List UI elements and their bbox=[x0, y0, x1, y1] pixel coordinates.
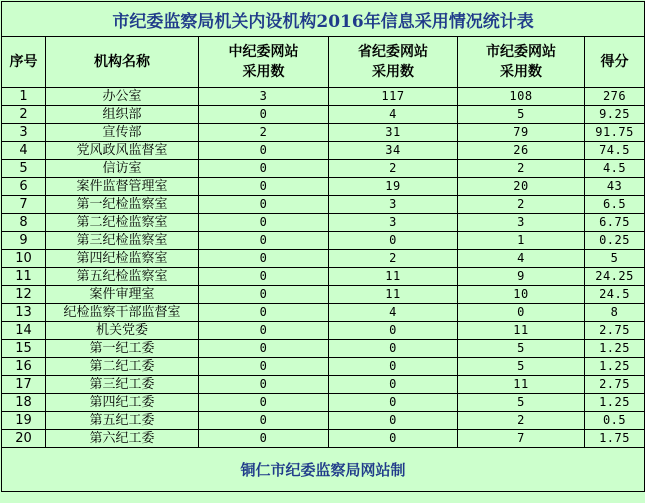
cell-city: 10 bbox=[458, 286, 585, 304]
cell-city: 5 bbox=[458, 358, 585, 376]
cell-central: 0 bbox=[199, 412, 329, 430]
table-row bbox=[2, 412, 645, 430]
cell-score: 0.5 bbox=[585, 412, 645, 430]
table-row bbox=[2, 124, 645, 142]
cell-provincial: 19 bbox=[329, 178, 458, 196]
cell-name: 第四纪检监察室 bbox=[46, 250, 199, 268]
table-row bbox=[2, 178, 645, 196]
cell-central: 0 bbox=[199, 268, 329, 286]
cell-provincial: 4 bbox=[329, 106, 458, 124]
cell-name: 第三纪检监察室 bbox=[46, 232, 199, 250]
cell-provincial: 0 bbox=[329, 232, 458, 250]
cell-name: 第五纪工委 bbox=[46, 412, 199, 430]
cell-name: 第六纪工委 bbox=[46, 430, 199, 448]
cell-central: 0 bbox=[199, 178, 329, 196]
cell-provincial: 11 bbox=[329, 268, 458, 286]
cell-central: 0 bbox=[199, 196, 329, 214]
cell-provincial: 3 bbox=[329, 196, 458, 214]
cell-provincial: 0 bbox=[329, 430, 458, 448]
cell-seq: 2 bbox=[2, 106, 46, 124]
cell-name: 办公室 bbox=[46, 88, 199, 106]
cell-score: 6.5 bbox=[585, 196, 645, 214]
cell-provincial: 0 bbox=[329, 394, 458, 412]
table-row bbox=[2, 394, 645, 412]
cell-city: 108 bbox=[458, 88, 585, 106]
cell-provincial: 2 bbox=[329, 160, 458, 178]
cell-provincial: 3 bbox=[329, 214, 458, 232]
cell-seq: 17 bbox=[2, 376, 46, 394]
cell-central: 0 bbox=[199, 214, 329, 232]
cell-central: 0 bbox=[199, 304, 329, 322]
cell-score: 24.5 bbox=[585, 286, 645, 304]
cell-central: 2 bbox=[199, 124, 329, 142]
cell-score: 9.25 bbox=[585, 106, 645, 124]
cell-provincial: 34 bbox=[329, 142, 458, 160]
cell-seq: 4 bbox=[2, 142, 46, 160]
table-row bbox=[2, 322, 645, 340]
cell-seq: 13 bbox=[2, 304, 46, 322]
cell-score: 24.25 bbox=[585, 268, 645, 286]
cell-provincial: 0 bbox=[329, 412, 458, 430]
table-row bbox=[2, 376, 645, 394]
cell-name: 机关党委 bbox=[46, 322, 199, 340]
cell-score: 1.25 bbox=[585, 340, 645, 358]
header-central-label: 中纪委网站 采用数 bbox=[228, 44, 299, 80]
table-footer: 铜仁市纪委监察局网站制 bbox=[2, 448, 645, 492]
cell-city: 79 bbox=[458, 124, 585, 142]
table-row bbox=[2, 286, 645, 304]
header-name: 机构名称 bbox=[46, 37, 199, 88]
cell-score: 2.75 bbox=[585, 376, 645, 394]
cell-city: 1 bbox=[458, 232, 585, 250]
cell-seq: 20 bbox=[2, 430, 46, 448]
cell-central: 0 bbox=[199, 286, 329, 304]
cell-name: 第三纪工委 bbox=[46, 376, 199, 394]
cell-city: 26 bbox=[458, 142, 585, 160]
table-body bbox=[2, 88, 645, 448]
cell-name: 案件审理室 bbox=[46, 286, 199, 304]
cell-name: 案件监督管理室 bbox=[46, 178, 199, 196]
cell-seq: 18 bbox=[2, 394, 46, 412]
header-central bbox=[199, 37, 329, 88]
cell-city: 9 bbox=[458, 268, 585, 286]
cell-score: 1.25 bbox=[585, 394, 645, 412]
cell-name: 第五纪检监察室 bbox=[46, 268, 199, 286]
header-city bbox=[458, 37, 585, 88]
cell-central: 0 bbox=[199, 142, 329, 160]
cell-central: 0 bbox=[199, 430, 329, 448]
table-row bbox=[2, 142, 645, 160]
cell-name: 第一纪工委 bbox=[46, 340, 199, 358]
cell-seq: 16 bbox=[2, 358, 46, 376]
cell-score: 5 bbox=[585, 250, 645, 268]
cell-seq: 9 bbox=[2, 232, 46, 250]
table-row bbox=[2, 358, 645, 376]
cell-central: 0 bbox=[199, 340, 329, 358]
cell-provincial: 117 bbox=[329, 88, 458, 106]
cell-central: 0 bbox=[199, 394, 329, 412]
header-score: 得分 bbox=[585, 37, 645, 88]
cell-city: 2 bbox=[458, 160, 585, 178]
cell-name: 第二纪工委 bbox=[46, 358, 199, 376]
cell-city: 2 bbox=[458, 412, 585, 430]
cell-central: 0 bbox=[199, 160, 329, 178]
cell-score: 8 bbox=[585, 304, 645, 322]
cell-provincial: 31 bbox=[329, 124, 458, 142]
header-seq: 序号 bbox=[2, 37, 46, 88]
table-row bbox=[2, 196, 645, 214]
cell-central: 0 bbox=[199, 376, 329, 394]
table-row bbox=[2, 304, 645, 322]
cell-city: 7 bbox=[458, 430, 585, 448]
cell-name: 组织部 bbox=[46, 106, 199, 124]
table-row bbox=[2, 340, 645, 358]
cell-name: 宣传部 bbox=[46, 124, 199, 142]
cell-score: 6.75 bbox=[585, 214, 645, 232]
cell-seq: 3 bbox=[2, 124, 46, 142]
header-city-label: 市纪委网站 采用数 bbox=[486, 44, 556, 80]
cell-seq: 6 bbox=[2, 178, 46, 196]
cell-central: 0 bbox=[199, 358, 329, 376]
cell-score: 74.5 bbox=[585, 142, 645, 160]
cell-seq: 10 bbox=[2, 250, 46, 268]
table-row bbox=[2, 232, 645, 250]
cell-city: 4 bbox=[458, 250, 585, 268]
cell-seq: 15 bbox=[2, 340, 46, 358]
cell-provincial: 4 bbox=[329, 304, 458, 322]
header-provincial bbox=[329, 37, 458, 88]
cell-name: 党风政风监督室 bbox=[46, 142, 199, 160]
table-row bbox=[2, 268, 645, 286]
header-provincial-label: 省纪委网站 采用数 bbox=[358, 44, 428, 80]
cell-seq: 11 bbox=[2, 268, 46, 286]
cell-city: 5 bbox=[458, 106, 585, 124]
cell-seq: 19 bbox=[2, 412, 46, 430]
cell-city: 20 bbox=[458, 178, 585, 196]
table-row bbox=[2, 106, 645, 124]
cell-seq: 5 bbox=[2, 160, 46, 178]
cell-score: 1.25 bbox=[585, 358, 645, 376]
cell-central: 0 bbox=[199, 322, 329, 340]
cell-provincial: 0 bbox=[329, 322, 458, 340]
table-row bbox=[2, 214, 645, 232]
cell-name: 信访室 bbox=[46, 160, 199, 178]
cell-city: 11 bbox=[458, 376, 585, 394]
statistics-table bbox=[1, 1, 645, 492]
cell-city: 11 bbox=[458, 322, 585, 340]
cell-central: 0 bbox=[199, 250, 329, 268]
table-row bbox=[2, 160, 645, 178]
cell-name: 纪检监察干部监督室 bbox=[46, 304, 199, 322]
cell-provincial: 0 bbox=[329, 340, 458, 358]
cell-score: 4.5 bbox=[585, 160, 645, 178]
cell-city: 3 bbox=[458, 214, 585, 232]
cell-seq: 14 bbox=[2, 322, 46, 340]
cell-seq: 1 bbox=[2, 88, 46, 106]
table-row bbox=[2, 430, 645, 448]
cell-name: 第二纪检监察室 bbox=[46, 214, 199, 232]
cell-score: 276 bbox=[585, 88, 645, 106]
cell-name: 第一纪检监察室 bbox=[46, 196, 199, 214]
cell-central: 0 bbox=[199, 232, 329, 250]
header-row bbox=[2, 37, 645, 88]
cell-score: 1.75 bbox=[585, 430, 645, 448]
cell-name: 第四纪工委 bbox=[46, 394, 199, 412]
cell-city: 5 bbox=[458, 340, 585, 358]
table-title: 市纪委监察局机关内设机构2016年信息采用情况统计表 bbox=[2, 2, 645, 37]
cell-score: 91.75 bbox=[585, 124, 645, 142]
cell-score: 0.25 bbox=[585, 232, 645, 250]
cell-score: 2.75 bbox=[585, 322, 645, 340]
table-row bbox=[2, 250, 645, 268]
cell-provincial: 2 bbox=[329, 250, 458, 268]
cell-central: 3 bbox=[199, 88, 329, 106]
table-row bbox=[2, 88, 645, 106]
cell-central: 0 bbox=[199, 106, 329, 124]
cell-provincial: 11 bbox=[329, 286, 458, 304]
cell-provincial: 0 bbox=[329, 358, 458, 376]
cell-city: 5 bbox=[458, 394, 585, 412]
cell-city: 2 bbox=[458, 196, 585, 214]
cell-score: 43 bbox=[585, 178, 645, 196]
cell-city: 0 bbox=[458, 304, 585, 322]
cell-seq: 12 bbox=[2, 286, 46, 304]
cell-seq: 7 bbox=[2, 196, 46, 214]
cell-seq: 8 bbox=[2, 214, 46, 232]
cell-provincial: 0 bbox=[329, 376, 458, 394]
